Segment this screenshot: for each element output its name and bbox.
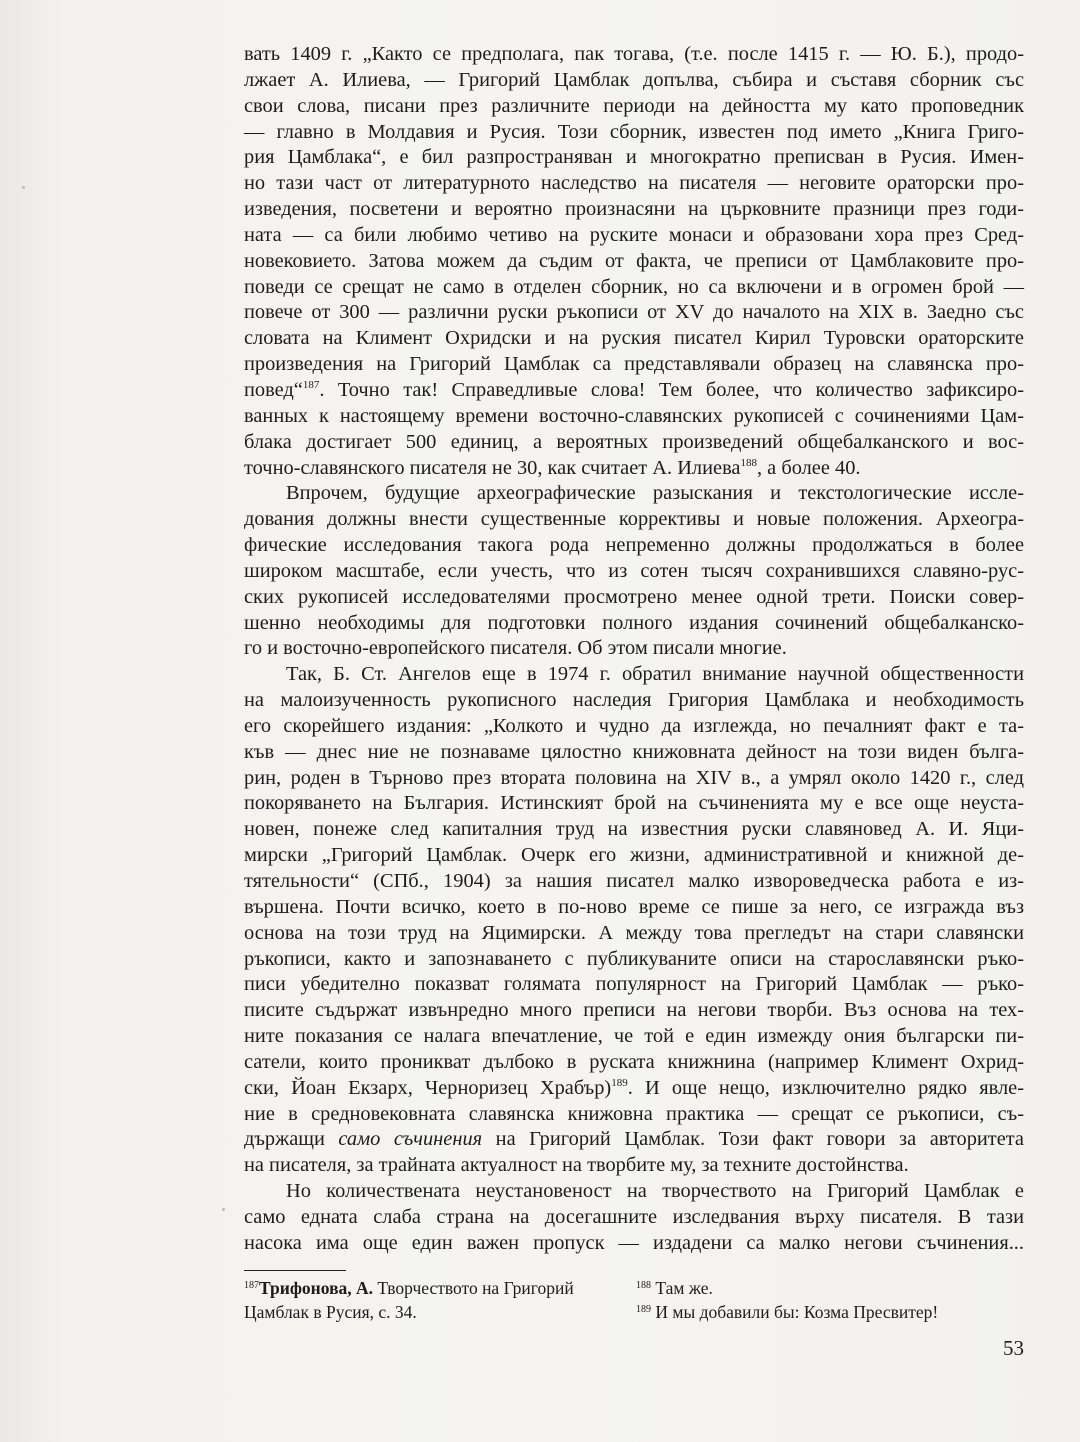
footnote-number: 187 bbox=[244, 1280, 259, 1291]
text-line: рия Цамблака“, е бил разпространяван и многократно преписван в Русия. Имен- bbox=[244, 146, 1024, 169]
text-line bbox=[244, 456, 1024, 482]
footnote-number: 189 bbox=[636, 1304, 651, 1315]
footnote-reference: 187 bbox=[302, 378, 320, 391]
text-line: на малоизученность рукописного наследия Григория Цамблака и необходимость bbox=[244, 689, 1024, 712]
text-line bbox=[244, 1076, 1024, 1102]
text-line: ната — са били любимо четиво на руските монаси и образовани хора през Сред- bbox=[244, 223, 1024, 246]
text-line: блака достигает 500 единиц, а вероятных произведений общебалканского и вос- bbox=[244, 430, 1024, 453]
footnote bbox=[636, 1300, 938, 1324]
text-line: основа на този труд на Яцимирски. А между това прегледът на стари славянски bbox=[244, 921, 1024, 944]
footnote bbox=[244, 1300, 574, 1324]
text-line: рин, роден в Търново през втората половина на XIV в., а умрял около 1420 г., след bbox=[244, 766, 1024, 789]
text-line: свои слова, писани през различните периоди на дейността му като проповедник bbox=[244, 94, 1024, 117]
text-segment: . И още нещо, изключително рядко явле- bbox=[627, 1076, 1024, 1099]
text-segment: точно-славянского писателя не 30, как считает А. Илиева bbox=[244, 456, 741, 479]
text-line: само едната слаба страна на досегашните изследвания върху писателя. В тази bbox=[244, 1205, 1024, 1228]
text-line: насока има още един важен пропуск — издадени са малко негови съчинения... bbox=[244, 1231, 1024, 1254]
text-line: лжает А. Илиева, — Григорий Цамблак допълва, събира и съставя сборник със bbox=[244, 68, 1024, 91]
body-text bbox=[244, 42, 1024, 1257]
text-line: Так, Б. Ст. Ангелов еще в 1974 г. обратил внимание научной общественности bbox=[286, 663, 1024, 686]
text-line: новековието. Затова можем да съдим от факта, че преписи от Цамблаковите про- bbox=[244, 249, 1024, 272]
footnote-number: 188 bbox=[636, 1280, 651, 1291]
text-line: Но количествената неустановеност на творчеството на Григорий Цамблак е bbox=[286, 1180, 1024, 1203]
text-line: ских рукописей исследователями просмотрено менее одной трети. Поиски совер- bbox=[244, 585, 1024, 608]
text-line: произведения на Григорий Цамблак са представлявали образец на славянска про- bbox=[244, 353, 1024, 376]
text-line bbox=[244, 378, 1024, 404]
text-line: новен, понеже след капиталния труд на известния руски славяновед А. И. Яци- bbox=[244, 818, 1024, 841]
footnote bbox=[244, 1276, 574, 1300]
text-line: ванных к настоящему времени восточно-славянских рукописей с сочинениями Цам- bbox=[244, 404, 1024, 427]
text-segment: ски, Йоан Екзарх, Черноризец Храбър) bbox=[244, 1076, 612, 1099]
text-segment: , а более 40. bbox=[756, 456, 861, 479]
text-line: поведи се срещат не само в отделен сборник, но са включени и в огромен брой — bbox=[244, 275, 1024, 298]
footnote-reference: 189 bbox=[611, 1076, 628, 1089]
text-line: — главно в Молдавия и Русия. Този сборник, известен под името „Книга Григо- bbox=[244, 120, 1024, 143]
footnote-text: Там же. bbox=[651, 1278, 713, 1298]
text-line: на писателя, за трайната актуалност на творбите му, за техните достойнства. bbox=[244, 1154, 909, 1177]
text-line: широком масштабе, если учесть, что из сотен тысяч сохранившихся славяно-рус- bbox=[244, 559, 1024, 582]
footnote bbox=[636, 1276, 938, 1300]
text-line bbox=[244, 1127, 1024, 1153]
text-line: дования должны внести существенные коррективы и новые положения. Археогра- bbox=[244, 508, 1024, 531]
footnotes-left-column bbox=[244, 1276, 574, 1324]
text-line: вършена. Почти всичко, което в по-ново време се пише за него, се изгражда въз bbox=[244, 895, 1024, 918]
footnote-reference: 188 bbox=[740, 456, 757, 469]
text-segment: държащи bbox=[244, 1128, 339, 1151]
text-line: писите съдържат извънредно много преписи на негови творби. Въз основа на тех- bbox=[244, 999, 1024, 1022]
scan-speck bbox=[22, 186, 25, 189]
text-line: ните показания се налага впечатление, че той е един измежду ония български пи- bbox=[244, 1025, 1024, 1048]
text-line: ние в средновековната славянска книжовна практика — срещат се ръкописи, съ- bbox=[244, 1102, 1024, 1125]
text-line: но тази част от литературното наследство на писателя — неговите ораторски про- bbox=[244, 172, 1024, 195]
text-line: ръкописи, както и запознаването с публикуваните описи на старославянски ръко- bbox=[244, 947, 1024, 970]
footnote-text: И мы добавили бы: Козма Пресвитер! bbox=[651, 1302, 939, 1322]
text-line: Впрочем, будущие археографические разыскания и текстологические иссле- bbox=[286, 482, 1024, 505]
text-line: изведения, посветени и вероятно произнасяни на църковните празници през годи- bbox=[244, 198, 1024, 221]
text-line: тятельности“ (СПб., 1904) за нашия писател малко изворoведческа работа е из- bbox=[244, 870, 1024, 892]
text-segment: на Григорий Цамблак. Този факт говори за авторитета bbox=[482, 1128, 1024, 1151]
footnote-text: Творчеството на Григорий bbox=[373, 1278, 574, 1298]
text-line: шенно необходимы для подготовки полного издания сочинений общебалканско- bbox=[244, 611, 1024, 634]
italic-emphasis: само съчинения bbox=[338, 1128, 483, 1151]
text-line: покоряването на България. Истинският брой на съчиненията му е все още неуста- bbox=[244, 792, 1024, 815]
scan-speck bbox=[222, 1208, 225, 1211]
text-segment: . Точно так! Справедливые слова! Тем более, что количество зафиксиро- bbox=[319, 378, 1024, 401]
footnote-separator bbox=[244, 1270, 346, 1271]
text-line: го и восточно-европейского писателя. Об этом писали многие. bbox=[244, 637, 787, 660]
text-line: словата на Климент Охридски и на руския писател Кирил Туровски ораторските bbox=[244, 327, 1024, 350]
text-line: вать 1409 г. „Както се предполага, пак тогава, (т.е. после 1415 г. — Ю. Б.), продо- bbox=[244, 43, 1024, 65]
text-line: къв — днес ние не познаваме цялостно книжовната дейност на този виден бълга- bbox=[244, 740, 1024, 763]
footnote-author: Трифонова, А. bbox=[259, 1278, 374, 1298]
text-segment: повед“ bbox=[244, 378, 303, 401]
text-line: повече от 300 — различни руски ръкописи от XV до началото на XIX в. Заедно със bbox=[244, 301, 1024, 324]
text-line: мирски „Григорий Цамблак. Очерк его жизни, административной и книжной де- bbox=[244, 844, 1024, 867]
footnotes-right-column bbox=[636, 1276, 938, 1324]
text-line: его скорейшего издания: „Колкото и чудно да изглежда, но печалният факт е та- bbox=[244, 714, 1024, 737]
text-line: сатели, които проникват дълбоко в руската книжнина (например Климент Охрид- bbox=[244, 1050, 1024, 1073]
text-line: писи убедително показват голямата популярност на Григорий Цамблак — ръко- bbox=[244, 973, 1024, 996]
page-number: 53 bbox=[1003, 1336, 1024, 1360]
text-line: фические исследования такога рода непременно должны продолжаться в более bbox=[244, 534, 1024, 557]
footnote-text: Цамблак в Русия, с. 34. bbox=[244, 1302, 417, 1322]
